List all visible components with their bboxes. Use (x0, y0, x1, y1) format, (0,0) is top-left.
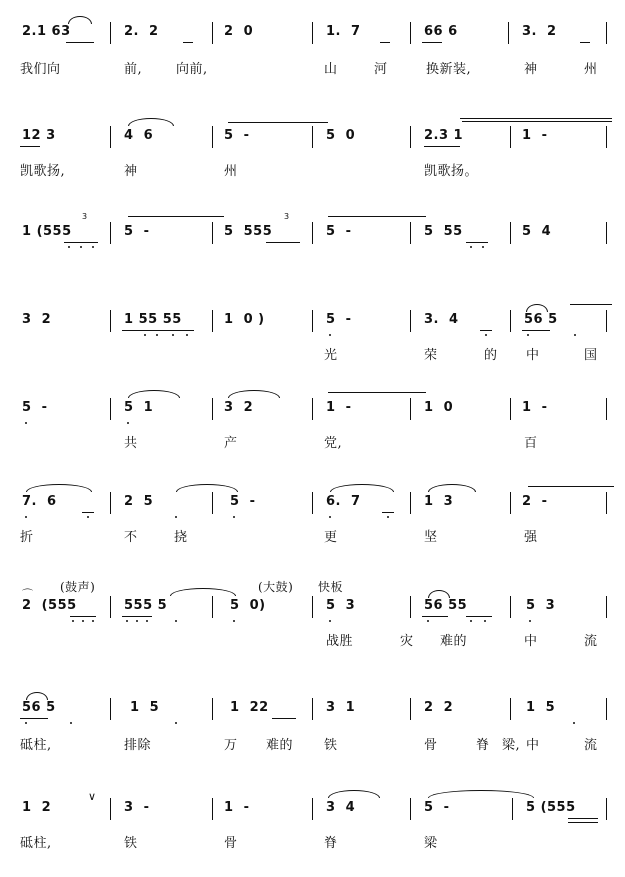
note-group: 56 5 (22, 700, 56, 715)
low-dot (25, 722, 27, 724)
low-dot (470, 620, 472, 622)
low-dot (127, 422, 129, 424)
low-dot (427, 620, 429, 622)
lyric: 万 (224, 738, 238, 753)
low-dot (136, 620, 138, 622)
note-group: 7. 6 (22, 494, 57, 509)
barline (508, 22, 509, 44)
note-group: 2 5 (124, 494, 154, 509)
note-group: 1 5 (130, 700, 160, 715)
score-system-1 (0, 14, 625, 104)
underline (568, 818, 598, 819)
underline (568, 822, 598, 823)
low-dot (156, 334, 158, 336)
tie (128, 216, 224, 217)
notes-row (0, 212, 625, 244)
tie (328, 392, 426, 393)
barline (312, 222, 313, 244)
lyric: 前, (124, 62, 143, 77)
note-group: 56 55 (424, 598, 468, 613)
lyric: 砥柱, (20, 836, 52, 851)
note-group: 1 55 55 (124, 312, 182, 327)
notes-row (0, 700, 625, 720)
lyric: 更 (324, 530, 338, 545)
low-dot (126, 620, 128, 622)
note-group: 1 - (522, 128, 548, 143)
barline (510, 398, 511, 420)
underline (66, 42, 94, 43)
barline (606, 798, 607, 820)
lyric: 光 (324, 348, 338, 363)
barline (606, 126, 607, 148)
lyric: 荣 (424, 348, 438, 363)
lyric: 百 (524, 436, 538, 451)
underline (20, 146, 40, 147)
slur (170, 588, 236, 596)
notes-row (0, 400, 625, 420)
note-group: 5 - (124, 224, 150, 239)
note-group: 3 2 (224, 400, 254, 415)
note-group: 1 - (326, 400, 352, 415)
lyric: 山 (324, 62, 338, 77)
note-group: 2 (555 (22, 598, 77, 613)
lyrics-row (0, 734, 625, 754)
low-dot (233, 516, 235, 518)
score-system-5 (0, 386, 625, 476)
low-dot (329, 334, 331, 336)
note-group: 3 1 (326, 700, 356, 715)
slur (330, 484, 394, 492)
note-group: 2 2 (424, 700, 454, 715)
lyric: 挠 (174, 530, 188, 545)
low-dot (527, 334, 529, 336)
lyrics-row (0, 630, 625, 650)
barline (212, 398, 213, 420)
low-dot (233, 620, 235, 622)
lyric: 砥柱, (20, 738, 52, 753)
note-group: 3. 2 (522, 24, 557, 39)
low-dot (92, 620, 94, 622)
annotation-drum-sound: (鼓声) (60, 580, 96, 594)
low-dot (186, 334, 188, 336)
note-group: 5 0 (326, 128, 356, 143)
underline (466, 242, 488, 243)
barline (312, 398, 313, 420)
note-group: 5 - (224, 128, 250, 143)
low-dot (387, 516, 389, 518)
notes-row (0, 494, 625, 514)
barline (510, 596, 511, 618)
slur (428, 590, 450, 598)
barline (110, 310, 111, 332)
slur (176, 484, 238, 492)
lyric: 凯歌扬。 (424, 164, 479, 179)
barline (312, 798, 313, 820)
note-group: 555 5 (124, 598, 168, 613)
underline (382, 512, 394, 513)
tie (462, 121, 612, 122)
score-system-2 (0, 112, 625, 202)
lyric: 神 (524, 62, 538, 77)
lyric: 难的 (440, 634, 468, 649)
lyric: 换新装, (426, 62, 472, 77)
barline (410, 398, 411, 420)
barline (510, 492, 511, 514)
barline (510, 126, 511, 148)
lyrics-row (0, 160, 625, 180)
barline (410, 126, 411, 148)
barline (510, 698, 511, 720)
lyric: 灾 (400, 634, 414, 649)
low-dot (146, 620, 148, 622)
note-group: 5 - (230, 494, 256, 509)
score-system-9 (0, 780, 625, 870)
barline (410, 798, 411, 820)
barline (410, 22, 411, 44)
notes-row (0, 588, 625, 618)
lyrics-row (0, 58, 625, 78)
lyrics-row (0, 432, 625, 452)
slur (26, 692, 48, 700)
barline (312, 310, 313, 332)
underline (64, 242, 98, 243)
lyric: 共 (124, 436, 138, 451)
underline (480, 330, 492, 331)
lyric: 州 (224, 164, 238, 179)
underline (422, 616, 448, 617)
underline (122, 616, 152, 617)
lyric: 向前, (176, 62, 208, 77)
annotation-big-drum: (大鼓) (258, 580, 294, 594)
lyric: 骨 (224, 836, 238, 851)
barline (110, 398, 111, 420)
notes-row (0, 790, 625, 820)
low-dot (484, 620, 486, 622)
lyric: 骨 (424, 738, 438, 753)
barline (410, 492, 411, 514)
lyric: 排除 (124, 738, 152, 753)
note-group: 5 0) (230, 598, 266, 613)
slur (68, 16, 92, 24)
score-system-3 (0, 210, 625, 300)
note-group: 1 3 (424, 494, 454, 509)
lyric: 梁 (424, 836, 438, 851)
barline (212, 22, 213, 44)
note-group: 2 0 (224, 24, 254, 39)
barline (312, 492, 313, 514)
note-group: 5 - (22, 400, 48, 415)
tie (328, 216, 426, 217)
low-dot (144, 334, 146, 336)
lyric: 折 (20, 530, 34, 545)
low-dot (485, 334, 487, 336)
barline (510, 222, 511, 244)
annotation-tempo: 快板 (318, 580, 344, 594)
lyric: 中 (524, 634, 538, 649)
slur (228, 390, 280, 398)
underline (424, 146, 460, 147)
note-group: 12 3 (22, 128, 56, 143)
barline (410, 222, 411, 244)
underline (380, 42, 390, 43)
note-group: 5 - (424, 800, 450, 815)
note-group: 2 - (522, 494, 548, 509)
note-group: 1 (555 (22, 224, 72, 239)
note-group: 1. 7 (326, 24, 361, 39)
note-group: 5 55 (424, 224, 463, 239)
note-group: 5 4 (522, 224, 552, 239)
note-group: 66 6 (424, 24, 458, 39)
barline (312, 596, 313, 618)
lyric: 中 (526, 738, 540, 753)
barline (312, 698, 313, 720)
breath-mark: ∨ (88, 790, 97, 803)
low-dot (92, 246, 94, 248)
lyric: 坚 (424, 530, 438, 545)
note-group: 4 6 (124, 128, 154, 143)
lyric: 流 (584, 738, 598, 753)
underline (70, 616, 96, 617)
lyric: 州 (584, 62, 598, 77)
barline (606, 222, 607, 244)
low-dot (70, 722, 72, 724)
barline (110, 22, 111, 44)
lyric: 脊 (476, 738, 490, 753)
barline (212, 126, 213, 148)
notes-row (0, 312, 625, 332)
low-dot (482, 246, 484, 248)
tie (460, 118, 612, 119)
notes-row (0, 24, 625, 44)
barline (606, 698, 607, 720)
barline (606, 398, 607, 420)
notes-row (0, 128, 625, 148)
note-group: 1 5 (526, 700, 556, 715)
lyric: 的 (484, 348, 498, 363)
low-dot (175, 516, 177, 518)
lyric: 流 (584, 634, 598, 649)
lyrics-row (0, 526, 625, 546)
score-system-7 (0, 576, 625, 666)
low-dot (80, 246, 82, 248)
tie (228, 122, 328, 123)
low-dot (25, 516, 27, 518)
lyric: 难的 (266, 738, 294, 753)
note-group: 3 2 (22, 312, 52, 327)
lyric: 梁, (502, 738, 521, 753)
barline (312, 22, 313, 44)
note-group: 1 - (522, 400, 548, 415)
low-dot (175, 722, 177, 724)
barline (410, 310, 411, 332)
barline (606, 22, 607, 44)
lyric: 党, (324, 436, 343, 451)
low-dot (175, 620, 177, 622)
underline (122, 330, 194, 331)
note-group: 5 (555 (526, 800, 576, 815)
note-group: 56 5 (524, 312, 558, 327)
barline (606, 310, 607, 332)
note-group: 5 3 (526, 598, 556, 613)
lyric: 脊 (324, 836, 338, 851)
barline (212, 310, 213, 332)
low-dot (25, 422, 27, 424)
score-system-6 (0, 478, 625, 568)
slur (328, 790, 380, 798)
note-group: 6. 7 (326, 494, 361, 509)
lyric: 中 (526, 348, 540, 363)
lyric: 国 (584, 348, 598, 363)
lyric: 神 (124, 164, 138, 179)
lyric: 铁 (324, 738, 338, 753)
barline (212, 596, 213, 618)
slur (428, 790, 534, 798)
lyric: 战胜 (326, 634, 354, 649)
note-group: 1 0 ) (224, 312, 265, 327)
note-group: 2.1 63 (22, 24, 71, 39)
score-system-8 (0, 680, 625, 770)
underline (522, 330, 550, 331)
barline (410, 698, 411, 720)
note-group: 5 3 (326, 598, 356, 613)
score-system-4 (0, 298, 625, 388)
slur (128, 390, 180, 398)
note-group: 2.3 1 (424, 128, 464, 143)
lyric: 我们向 (20, 62, 61, 77)
note-group: 2. 2 (124, 24, 159, 39)
barline (410, 596, 411, 618)
low-dot (82, 620, 84, 622)
barline (606, 596, 607, 618)
note-group: 3. 4 (424, 312, 459, 327)
lyric: 凯歌扬, (20, 164, 66, 179)
underline (183, 42, 193, 43)
note-group: 5 555 (224, 224, 273, 239)
slur (26, 484, 92, 492)
tie (528, 486, 614, 487)
tie (570, 304, 612, 305)
note-group: 5 - (326, 312, 352, 327)
underline (266, 242, 300, 243)
low-dot (573, 722, 575, 724)
barline (110, 798, 111, 820)
lyric: 产 (224, 436, 238, 451)
underline (20, 718, 48, 719)
barline (110, 222, 111, 244)
barline (212, 222, 213, 244)
barline (312, 126, 313, 148)
barline (512, 798, 513, 820)
barline (110, 126, 111, 148)
barline (510, 310, 511, 332)
underline (82, 512, 94, 513)
barline (212, 798, 213, 820)
note-group: 3 - (124, 800, 150, 815)
lyrics-row (0, 344, 625, 364)
underline (272, 718, 296, 719)
note-group: 5 1 (124, 400, 154, 415)
low-dot (87, 516, 89, 518)
underline (580, 42, 590, 43)
lyric: 铁 (124, 836, 138, 851)
barline (212, 492, 213, 514)
triplet-mark: 3 (82, 212, 88, 221)
low-dot (329, 516, 331, 518)
low-dot (72, 620, 74, 622)
note-group: 3 4 (326, 800, 356, 815)
barline (110, 596, 111, 618)
underline (466, 616, 492, 617)
lyric: 不 (124, 530, 138, 545)
note-group: 5 - (326, 224, 352, 239)
lyric: 河 (374, 62, 388, 77)
barline (110, 492, 111, 514)
note-group: 1 2 (22, 800, 52, 815)
low-dot (68, 246, 70, 248)
slur (428, 484, 476, 492)
lyrics-row (0, 832, 625, 852)
low-dot (470, 246, 472, 248)
slur (128, 118, 174, 126)
note-group: 1 22 (230, 700, 269, 715)
barline (212, 698, 213, 720)
barline (606, 492, 607, 514)
slur (526, 304, 548, 312)
low-dot (172, 334, 174, 336)
low-dot (329, 620, 331, 622)
fermata-mark: ⌒ (22, 588, 33, 601)
underline (422, 42, 442, 43)
low-dot (529, 620, 531, 622)
note-group: 1 - (224, 800, 250, 815)
low-dot (574, 334, 576, 336)
triplet-mark: 3 (284, 212, 290, 221)
lyric: 强 (524, 530, 538, 545)
note-group: 1 0 (424, 400, 454, 415)
barline (110, 698, 111, 720)
